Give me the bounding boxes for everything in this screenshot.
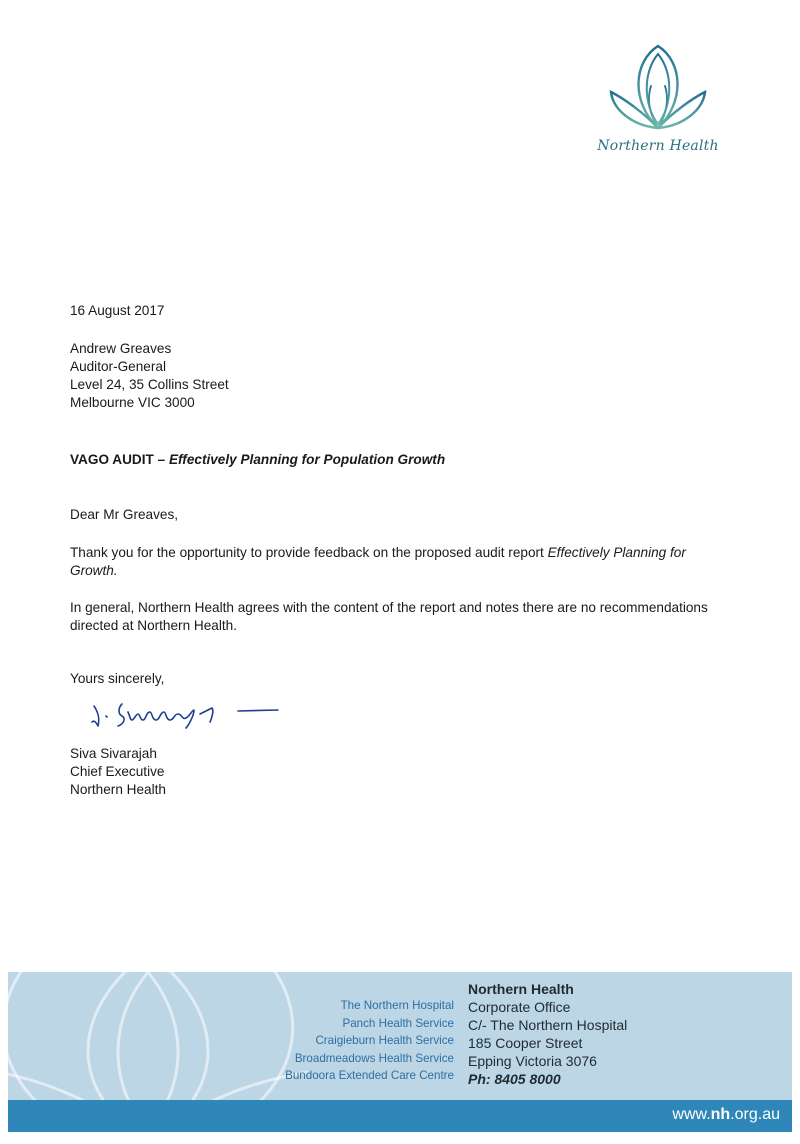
lotus-logo-icon	[603, 42, 713, 134]
website-prefix: www.	[672, 1106, 711, 1123]
signer-title: Chief Executive	[70, 764, 165, 779]
footer-phone: Ph: 8405 8000	[468, 1071, 561, 1087]
website-domain: nh	[710, 1106, 731, 1123]
footer-services-list	[285, 997, 454, 1085]
subject-title: Effectively Planning for Population Growth	[168, 452, 446, 467]
footer-suburb: Epping Victoria 3076	[468, 1053, 597, 1069]
subject-prefix: VAGO AUDIT –	[70, 452, 169, 467]
website-suffix: .org.au	[730, 1106, 780, 1123]
footer-stripe	[8, 1100, 792, 1132]
recipient-name: Andrew Greaves	[70, 341, 172, 356]
signature-block	[70, 745, 166, 799]
footer-contact	[468, 980, 627, 1088]
para1-report-title: Effectively Planning for Growth.	[70, 545, 686, 578]
closing: Yours sincerely,	[70, 671, 165, 686]
website-link[interactable]	[672, 1106, 780, 1124]
body-paragraph-1	[70, 544, 720, 580]
service-item: Panch Health Service	[342, 1016, 454, 1030]
service-item: Broadmeadows Health Service	[294, 1051, 454, 1065]
footer-street: 185 Cooper Street	[468, 1035, 583, 1051]
service-item: Bundoora Extended Care Centre	[285, 1069, 454, 1083]
footer-office: Corporate Office	[468, 999, 571, 1015]
service-item: Craigieburn Health Service	[315, 1034, 454, 1048]
service-item: The Northern Hospital	[340, 999, 454, 1012]
northern-health-logo	[596, 42, 720, 154]
para1-text: Thank you for the opportunity to provide feedback on the proposed audit report	[70, 545, 548, 560]
recipient-city: Melbourne VIC 3000	[70, 395, 195, 410]
recipient-title: Auditor-General	[70, 359, 166, 374]
letter-header-block	[70, 302, 730, 412]
letter-date: 16 August 2017	[70, 303, 165, 318]
handwritten-signature	[88, 692, 288, 737]
salutation: Dear Mr Greaves,	[70, 507, 179, 522]
footer-org-name: Northern Health	[468, 981, 574, 997]
logo-org-name: Northern Health	[597, 138, 719, 154]
signer-name: Siva Sivarajah	[70, 746, 157, 761]
recipient-address	[70, 340, 730, 412]
letterhead-footer	[8, 972, 792, 1100]
recipient-street: Level 24, 35 Collins Street	[70, 377, 229, 392]
body-paragraph-2: In general, Northern Health agrees with the content of the report and notes there are no recommendations directed at Northern Health.	[70, 600, 708, 633]
footer-care-of: C/- The Northern Hospital	[468, 1017, 628, 1033]
letter-subject	[70, 452, 445, 467]
signer-org: Northern Health	[70, 782, 166, 797]
